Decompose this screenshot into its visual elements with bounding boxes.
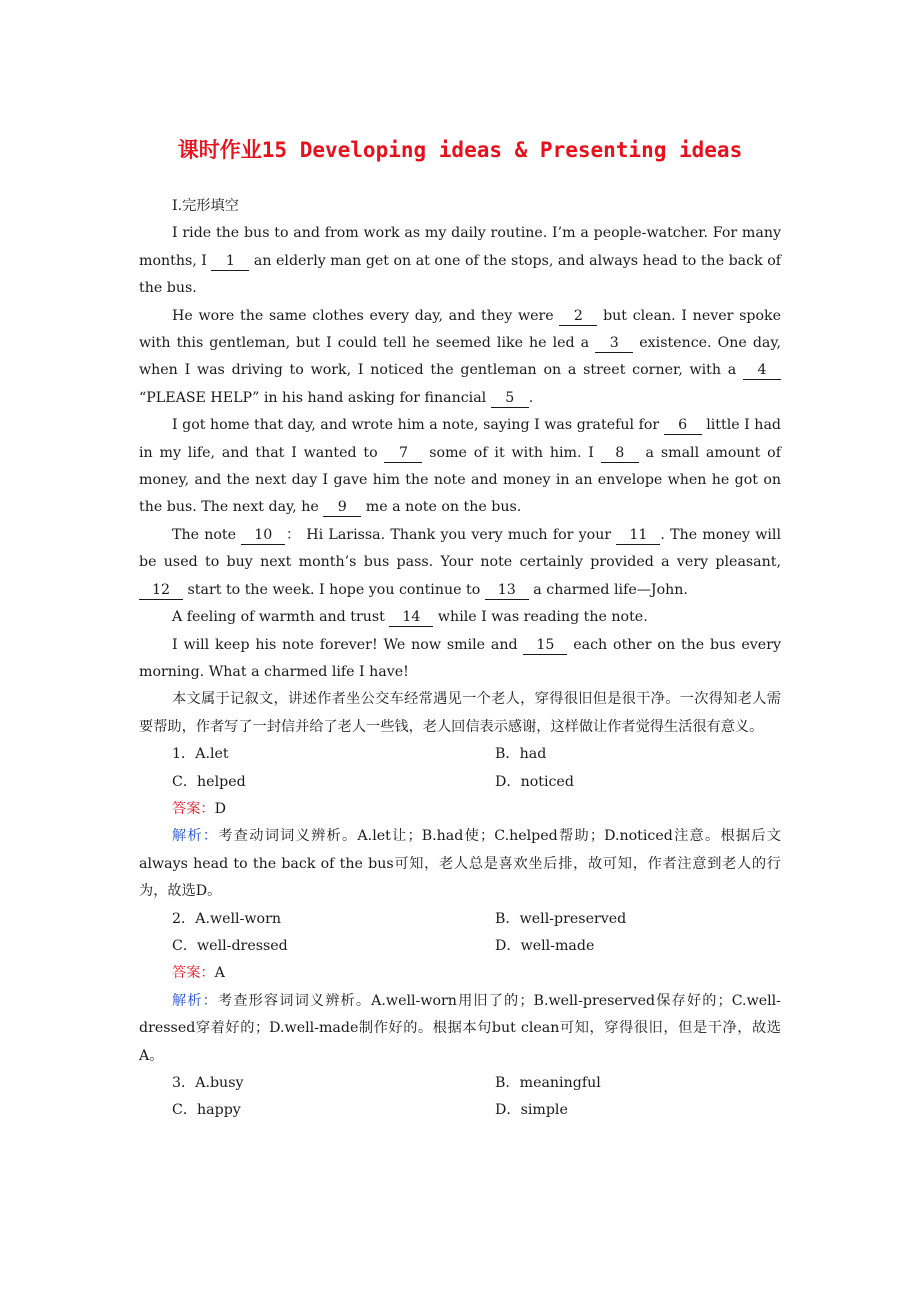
passage-text: “PLEASE HELP” in his hand asking for financial [139, 389, 491, 406]
passage-text: . [528, 389, 534, 406]
blank-4[interactable]: 4 [743, 361, 781, 380]
passage-text: but clean. I never spoke with this gentleman, but I could tell he seemed like he led a [139, 307, 782, 352]
passage-text: each other on the bus every morning. What a charmed life I have! [139, 636, 781, 680]
option-b[interactable]: B．had [495, 746, 547, 763]
blank-12[interactable]: 12 [139, 581, 183, 600]
blank-10[interactable]: 10 [241, 526, 285, 545]
option-d[interactable]: D．simple [495, 1102, 568, 1119]
explanation-text: 考查形容词词义辨析。A.well-worn用旧了的；B.well-preserved保存好的；C.well-dressed穿着好的；D.well-made制作好的。根据本句but clean可知，穿得很旧，但是干净，故选A。 [139, 992, 781, 1064]
explanation-text: 考查动词词义辨析。A.let让；B.had使；C.helped帮助；D.noticed注意。根据后文always head to the back of the bus可知，老人总是喜欢坐后排，故可知，作者注意到老人的行为，故选D。 [139, 828, 781, 900]
answer-line [139, 960, 781, 987]
passage-text: I got home that day, and wrote him a note, saying I was grateful for [172, 417, 664, 434]
passage-text: existence. One day, when I was driving to work, I noticed the gentleman on a street corner, with a [139, 335, 781, 379]
blank-6[interactable]: 6 [664, 416, 702, 435]
blank-5[interactable]: 5 [491, 389, 529, 408]
passage-paragraph [139, 632, 781, 687]
blank-7[interactable]: 7 [384, 444, 422, 463]
section-heading: Ⅰ.完形填空 [172, 198, 239, 214]
question-options [139, 1070, 781, 1125]
option-c[interactable]: C．well-dressed [172, 937, 288, 954]
blank-9[interactable]: 9 [323, 498, 361, 517]
passage-paragraph [139, 522, 781, 604]
answer-value: A [214, 965, 225, 982]
passage-paragraph [139, 303, 781, 413]
blank-8[interactable]: 8 [601, 444, 639, 463]
cloze-passage [139, 220, 781, 686]
option-b[interactable]: B．well-preserved [495, 910, 627, 927]
explanation [139, 988, 781, 1070]
question-options [139, 906, 781, 961]
passage-text: . The money will be used to buy next month’s bus pass. Your note certainly provided a very pleasant, [139, 526, 781, 571]
passage-text: I will keep his note forever! We now smile and [172, 636, 524, 653]
option-d[interactable]: D．well-made [495, 937, 595, 954]
answer-label: 答案： [172, 965, 215, 982]
passage-paragraph [139, 604, 781, 631]
passage-summary: 本文属于记叙文，讲述作者坐公交车经常遇见一个老人，穿得很旧但是很干净。一次得知老人需要帮助，作者写了一封信并给了老人一些钱，老人回信表示感谢，这样做让作者觉得生活很有意义。 [139, 691, 781, 735]
passage-paragraph [139, 412, 781, 522]
option-c[interactable]: C．happy [172, 1102, 241, 1119]
answer-value: D [214, 800, 226, 817]
answer-label: 答案： [172, 800, 215, 817]
passage-text: little I had in my life, and that I wanted to [139, 417, 781, 461]
explanation-label: 解析： [172, 828, 219, 845]
explanation [139, 823, 781, 905]
passage-text: start to the week. I hope you continue to [183, 581, 485, 598]
passage-text: He wore the same clothes every day, and they were [172, 307, 560, 324]
option-d[interactable]: D．noticed [495, 773, 574, 790]
blank-11[interactable]: 11 [616, 526, 660, 545]
passage-text: while I was reading the note. [433, 609, 648, 626]
passage-text: The note [172, 526, 242, 543]
blank-3[interactable]: 3 [595, 334, 633, 353]
passage-text: I ride the bus to and from work as my daily routine. I’m a people-watcher. For many months, I [139, 225, 781, 269]
passage-paragraph [139, 220, 781, 302]
option-a[interactable]: 3．A.busy [172, 1075, 244, 1091]
passage-text: a small amount of money, and the next day I gave him the note and money in an envelope when he got on the bus. The next day, he [139, 444, 781, 516]
passage-text: an elderly man get on at one of the stops, and always head to the back of the bus. [139, 252, 781, 297]
passage-text: A feeling of warmth and trust [172, 609, 390, 626]
passage-text: ： Hi Larissa. Thank you very much for your [285, 526, 617, 543]
option-c[interactable]: C．helped [172, 773, 246, 790]
blank-13[interactable]: 13 [485, 581, 529, 600]
passage-text: some of it with him. I [422, 444, 601, 461]
explanation-label: 解析： [172, 992, 218, 1009]
option-a[interactable]: 1．A.let [172, 746, 229, 763]
option-b[interactable]: B．meaningful [495, 1075, 601, 1091]
passage-text: a charmed life—John. [528, 581, 688, 598]
page-title: 课时作业15 Developing ideas & Presenting ideas [177, 138, 743, 162]
passage-text: me a note on the bus. [361, 499, 522, 516]
option-a[interactable]: 2．A.well-worn [172, 910, 281, 927]
blank-2[interactable]: 2 [559, 307, 597, 326]
blank-15[interactable]: 15 [523, 636, 567, 655]
blank-14[interactable]: 14 [389, 608, 433, 627]
blank-1[interactable]: 1 [211, 252, 249, 271]
question-list [139, 741, 781, 1125]
worksheet-content [139, 193, 781, 1125]
question-options [139, 741, 781, 796]
answer-line [139, 796, 781, 823]
